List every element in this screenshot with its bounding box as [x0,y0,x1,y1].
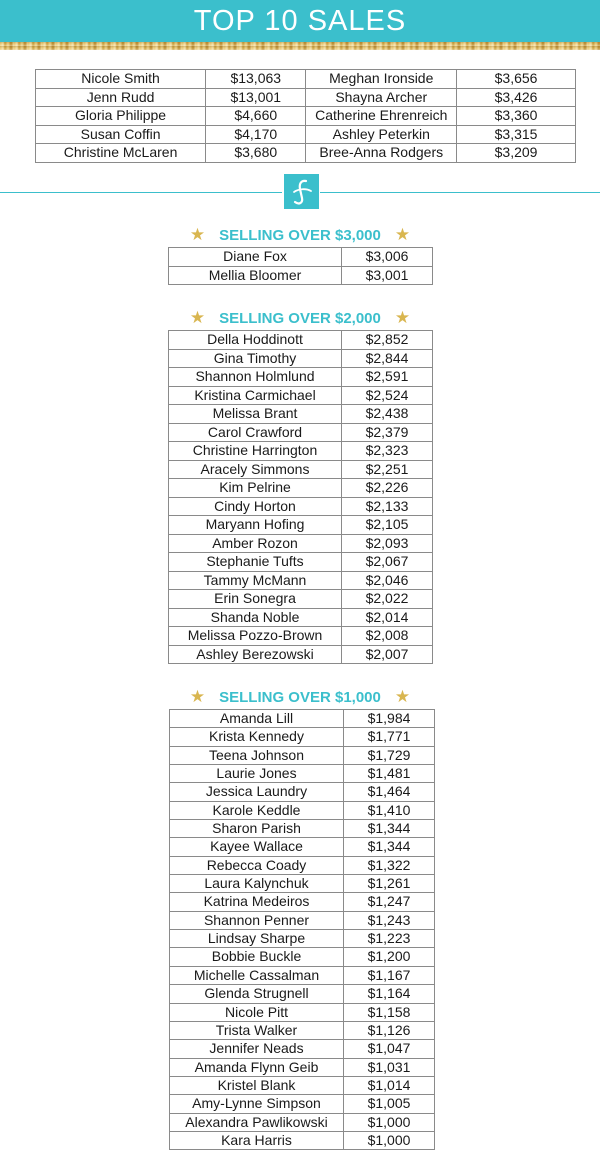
seller-name: Shayna Archer [306,88,457,107]
seller-name: Christine McLaren [36,144,206,163]
star-icon: ★ [394,225,411,245]
table-row [169,331,433,350]
table-row [169,645,433,664]
sales-amount: $1,410 [344,801,435,819]
sales-amount: $2,226 [342,479,433,498]
seller-name: Lindsay Sharpe [170,930,344,948]
star-icon: ★ [189,225,206,245]
sales-amount: $13,063 [206,70,306,89]
seller-name: Jenn Rudd [36,88,206,107]
sales-amount: $2,014 [342,608,433,627]
star-icon: ★ [189,308,206,328]
seller-name: Diane Fox [169,248,342,267]
table-row [36,107,576,126]
table-row [169,349,433,368]
table-row [169,423,433,442]
seller-name: Shannon Holmlund [169,368,342,387]
sales-amount: $1,464 [344,783,435,801]
page-title: TOP 10 SALES [193,4,407,37]
seller-name: Kim Pelrine [169,479,342,498]
top10-table [35,69,576,163]
table-row [169,405,433,424]
sales-amount: $1,031 [344,1058,435,1076]
seller-name: Laurie Jones [170,765,344,783]
table-row [170,1076,435,1094]
sales-amount: $2,046 [342,571,433,590]
sales-amount: $2,852 [342,331,433,350]
seller-name: Laura Kalynchuk [170,875,344,893]
table-row [170,838,435,856]
seller-name: Carol Crawford [169,423,342,442]
table-row [170,1003,435,1021]
table-row [169,386,433,405]
sales-amount: $4,660 [206,107,306,126]
seller-name: Michelle Cassalman [170,966,344,984]
sales-amount: $2,022 [342,590,433,609]
sales-amount: $2,105 [342,516,433,535]
table-over-3000 [168,247,433,285]
seller-name: Glenda Strugnell [170,985,344,1003]
sales-amount: $1,005 [344,1095,435,1113]
seller-name: Shanda Noble [169,608,342,627]
sales-amount: $1,167 [344,966,435,984]
seller-name: Shannon Penner [170,911,344,929]
table-row [170,911,435,929]
seller-name: Teena Johnson [170,746,344,764]
seller-name: Gloria Philippe [36,107,206,126]
sales-amount: $1,164 [344,985,435,1003]
sales-amount: $1,984 [344,710,435,728]
seller-name: Bree-Anna Rodgers [306,144,457,163]
table-row [169,590,433,609]
seller-name: Jessica Laundry [170,783,344,801]
table-row [169,442,433,461]
sales-amount: $1,261 [344,875,435,893]
table-row [170,875,435,893]
table-over-2000 [168,330,433,664]
table-row [170,820,435,838]
sales-amount: $1,014 [344,1076,435,1094]
sales-amount: $1,223 [344,930,435,948]
table-row [170,948,435,966]
seller-name: Kristina Carmichael [169,386,342,405]
seller-name: Stephanie Tufts [169,553,342,572]
sales-amount: $1,481 [344,765,435,783]
sales-amount: $2,067 [342,553,433,572]
sales-amount: $3,680 [206,144,306,163]
seller-name: Katrina Medeiros [170,893,344,911]
seller-name: Melissa Brant [169,405,342,424]
sales-amount: $1,771 [344,728,435,746]
sales-amount: $3,315 [457,125,576,144]
seller-name: Mellia Bloomer [169,266,342,285]
table-row [169,608,433,627]
header-banner [0,0,600,42]
table-row [169,534,433,553]
sales-amount: $3,360 [457,107,576,126]
sales-amount: $1,243 [344,911,435,929]
seller-name: Ashley Berezowski [169,645,342,664]
table-row [36,88,576,107]
table-row [36,125,576,144]
table-row [170,746,435,764]
table-row [169,627,433,646]
table-row [169,460,433,479]
table-row [169,479,433,498]
table-row [170,856,435,874]
seller-name: Ashley Peterkin [306,125,457,144]
seller-name: Catherine Ehrenreich [306,107,457,126]
star-icon: ★ [189,687,206,707]
sales-amount: $2,133 [342,497,433,516]
sales-amount: $1,200 [344,948,435,966]
seller-name: Kayee Wallace [170,838,344,856]
sales-amount: $2,379 [342,423,433,442]
sales-amount: $3,006 [342,248,433,267]
seller-name: Meghan Ironside [306,70,457,89]
table-row [170,710,435,728]
seller-name: Gina Timothy [169,349,342,368]
table-row [169,571,433,590]
sales-amount: $2,093 [342,534,433,553]
sales-amount: $1,158 [344,1003,435,1021]
seller-name: Amanda Flynn Geib [170,1058,344,1076]
seller-name: Nicole Smith [36,70,206,89]
table-row [36,70,576,89]
seller-name: Nicole Pitt [170,1003,344,1021]
sales-amount: $3,426 [457,88,576,107]
sales-amount: $4,170 [206,125,306,144]
seller-name: Amy-Lynne Simpson [170,1095,344,1113]
table-row [169,368,433,387]
seller-name: Melissa Pozzo-Brown [169,627,342,646]
table-row [170,1021,435,1039]
seller-name: Erin Sonegra [169,590,342,609]
sales-amount: $3,209 [457,144,576,163]
seller-name: Karole Keddle [170,801,344,819]
table-row [170,1095,435,1113]
section-title-1000: ★ SELLING OVER $1,000 ★ [189,687,411,707]
sales-amount: $13,001 [206,88,306,107]
seller-name: Sharon Parish [170,820,344,838]
sales-amount: $3,001 [342,266,433,285]
seller-name: Alexandra Pawlikowski [170,1113,344,1131]
sales-amount: $2,524 [342,386,433,405]
seller-name: Christine Harrington [169,442,342,461]
table-over-1000 [169,709,435,1150]
table-row [170,1113,435,1131]
seller-name: Maryann Hofing [169,516,342,535]
table-row [169,266,433,285]
table-row [170,728,435,746]
table-row [169,516,433,535]
sales-amount: $2,844 [342,349,433,368]
seller-name: Cindy Horton [169,497,342,516]
seller-name: Aracely Simmons [169,460,342,479]
table-row [169,248,433,267]
sales-amount: $2,008 [342,627,433,646]
gold-glitter-strip [0,42,600,50]
seller-name: Kristel Blank [170,1076,344,1094]
sales-amount: $1,047 [344,1040,435,1058]
table-row [170,893,435,911]
divider-right [320,192,600,193]
star-icon: ★ [394,687,411,707]
sales-amount: $1,126 [344,1021,435,1039]
sales-amount: $1,000 [344,1131,435,1149]
table-row [170,783,435,801]
table-row [170,1040,435,1058]
seller-name: Jennifer Neads [170,1040,344,1058]
table-row [170,966,435,984]
section-title-3000: ★ SELLING OVER $3,000 ★ [189,225,411,245]
sales-amount: $1,322 [344,856,435,874]
seller-name: Susan Coffin [36,125,206,144]
section-title-2000: ★ SELLING OVER $2,000 ★ [189,308,411,328]
seller-name: Tammy McMann [169,571,342,590]
sales-amount: $1,247 [344,893,435,911]
table-row [170,985,435,1003]
seller-name: Trista Walker [170,1021,344,1039]
sales-amount: $1,729 [344,746,435,764]
sales-amount: $3,656 [457,70,576,89]
seller-name: Kara Harris [170,1131,344,1149]
sales-amount: $2,323 [342,442,433,461]
table-row [169,497,433,516]
sales-amount: $2,251 [342,460,433,479]
table-row [170,1131,435,1149]
sales-amount: $2,438 [342,405,433,424]
seller-name: Rebecca Coady [170,856,344,874]
table-row [170,801,435,819]
seller-name: Della Hoddinott [169,331,342,350]
seller-name: Amber Rozon [169,534,342,553]
seller-name: Amanda Lill [170,710,344,728]
table-row [170,765,435,783]
table-row [36,144,576,163]
table-row [169,553,433,572]
sales-amount: $2,591 [342,368,433,387]
sales-amount: $2,007 [342,645,433,664]
seller-name: Krista Kennedy [170,728,344,746]
seller-name: Bobbie Buckle [170,948,344,966]
table-row [170,1058,435,1076]
sales-amount: $1,344 [344,838,435,856]
divider-left [0,192,282,193]
brand-logo-icon [284,174,319,209]
star-icon: ★ [394,308,411,328]
sales-amount: $1,344 [344,820,435,838]
table-row [170,930,435,948]
sales-amount: $1,000 [344,1113,435,1131]
